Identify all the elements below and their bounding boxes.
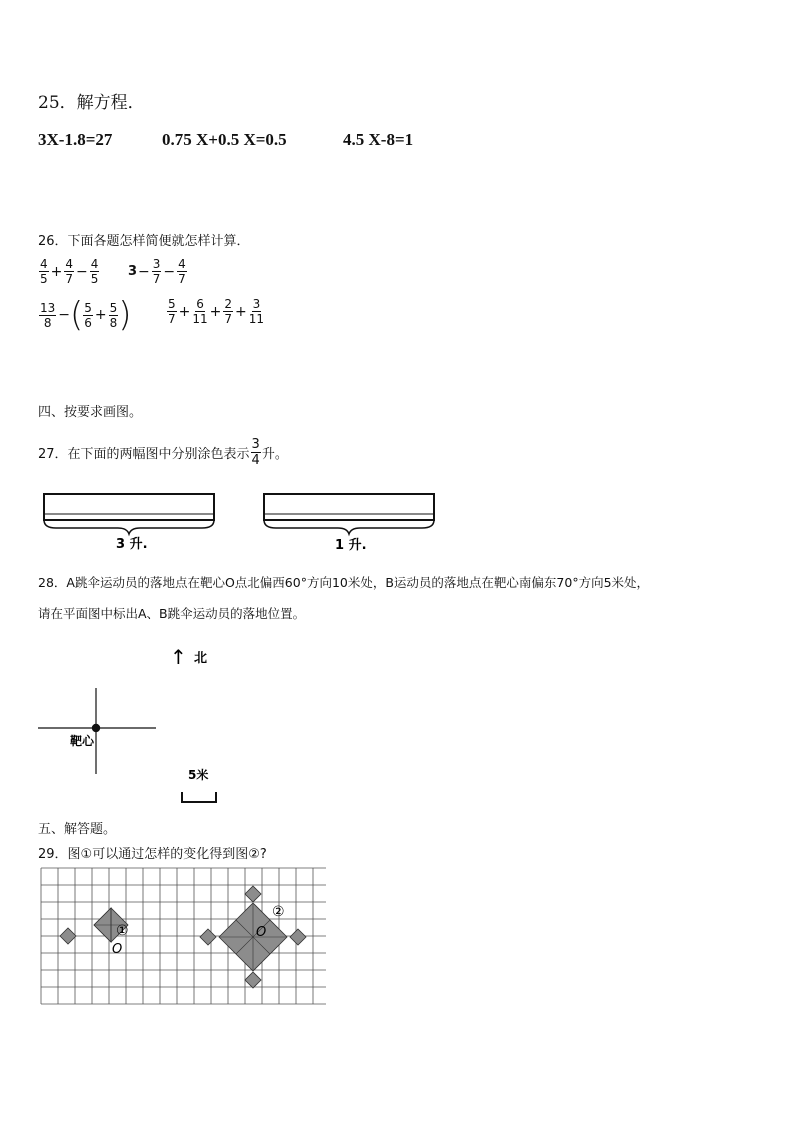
- q29-grid: [40, 867, 326, 1013]
- fraction: $\frac{5}{6}$: [84, 300, 92, 330]
- q25-eq-3: 4.5 X-8=1: [343, 130, 414, 149]
- bar2-label: 1 升.: [335, 538, 367, 553]
- fraction: $\frac{4}{5}$: [90, 257, 99, 286]
- fraction: $\frac{6}{11}$: [192, 297, 208, 326]
- section4-title: 四、按要求画图。: [38, 405, 143, 420]
- scale-label: 5米: [188, 768, 209, 782]
- q29-title: 29．图①可以通过怎样的变化得到图②?: [38, 847, 267, 862]
- brace-icon: [264, 520, 434, 534]
- figure-one-label: ①: [116, 923, 129, 939]
- fraction: $\frac{3}{11}$: [248, 297, 265, 326]
- scale-bar: [182, 792, 216, 802]
- q28-target-map: [34, 638, 234, 808]
- q26-expr-2: 3 − $\frac{3}{7}$ − $\frac{4}{7}$: [128, 257, 186, 286]
- target-center-dot: [92, 724, 100, 732]
- fraction: $\frac{13}{8}$: [40, 300, 56, 330]
- fraction: $\frac{4}{7}$: [65, 257, 74, 286]
- q25-eq-1: 3X-1.8=27: [38, 130, 113, 149]
- q25-title: 25．解方程．: [38, 93, 145, 113]
- q27-bars: [38, 490, 448, 558]
- figure-two: [200, 886, 306, 988]
- section5-title: 五、解答题。: [38, 822, 117, 837]
- brace-icon: [44, 520, 214, 534]
- fraction: $\frac{4}{7}$: [178, 257, 186, 286]
- center-label: 靶心: [70, 734, 95, 748]
- q28-line-1: 28．A跳伞运动员的落地点在靶心O点北偏西60°方向10米处，B运动员的落地点在靶心南偏东70°方向5米处，: [38, 575, 650, 590]
- north-arrow-icon: ↑: [170, 645, 187, 669]
- fraction: $\frac{4}{5}$: [40, 257, 48, 286]
- q26-expr-1: $\frac{4}{5}$ + $\frac{4}{7}$ − $\frac{4}{5}$: [40, 257, 99, 286]
- bar1-label: 3 升.: [116, 537, 148, 552]
- fraction: $\frac{2}{7}$: [224, 297, 233, 326]
- figure-two-label: ②: [272, 904, 285, 920]
- fraction: $\frac{5}{8}$: [109, 300, 118, 330]
- fraction-three-quarters: $\frac{3}{4}$: [251, 437, 260, 468]
- q25-eq-2: 0.75 X+0.5 X=0.5: [162, 130, 287, 149]
- fraction: $\frac{3}{7}$: [152, 257, 161, 286]
- q26-title: 26．下面各题怎样简便就怎样计算．: [38, 234, 250, 249]
- figure-two-origin: O: [256, 925, 267, 940]
- figure-one-origin: O: [112, 942, 123, 957]
- fraction: $\frac{5}{7}$: [168, 297, 176, 326]
- bar-three-liters: [44, 494, 214, 534]
- q27-title: 27．在下面的两幅图中分别涂色表示 $\frac{3}{4}$ 升。: [38, 437, 288, 468]
- q26-expr-3: $\frac{13}{8}$ − ( $\frac{5}{6}$ + $\frac{5}{8}$ ): [40, 295, 132, 335]
- bar-one-liter: [264, 494, 434, 534]
- north-label: 北: [194, 651, 208, 666]
- q26-expr-4: $\frac{5}{7}$ + $\frac{6}{11}$ + $\frac{2}{7}$ + $\frac{3}{11}$: [168, 297, 265, 326]
- q28-line-2: 请在平面图中标出A、B跳伞运动员的落地位置。: [38, 606, 306, 621]
